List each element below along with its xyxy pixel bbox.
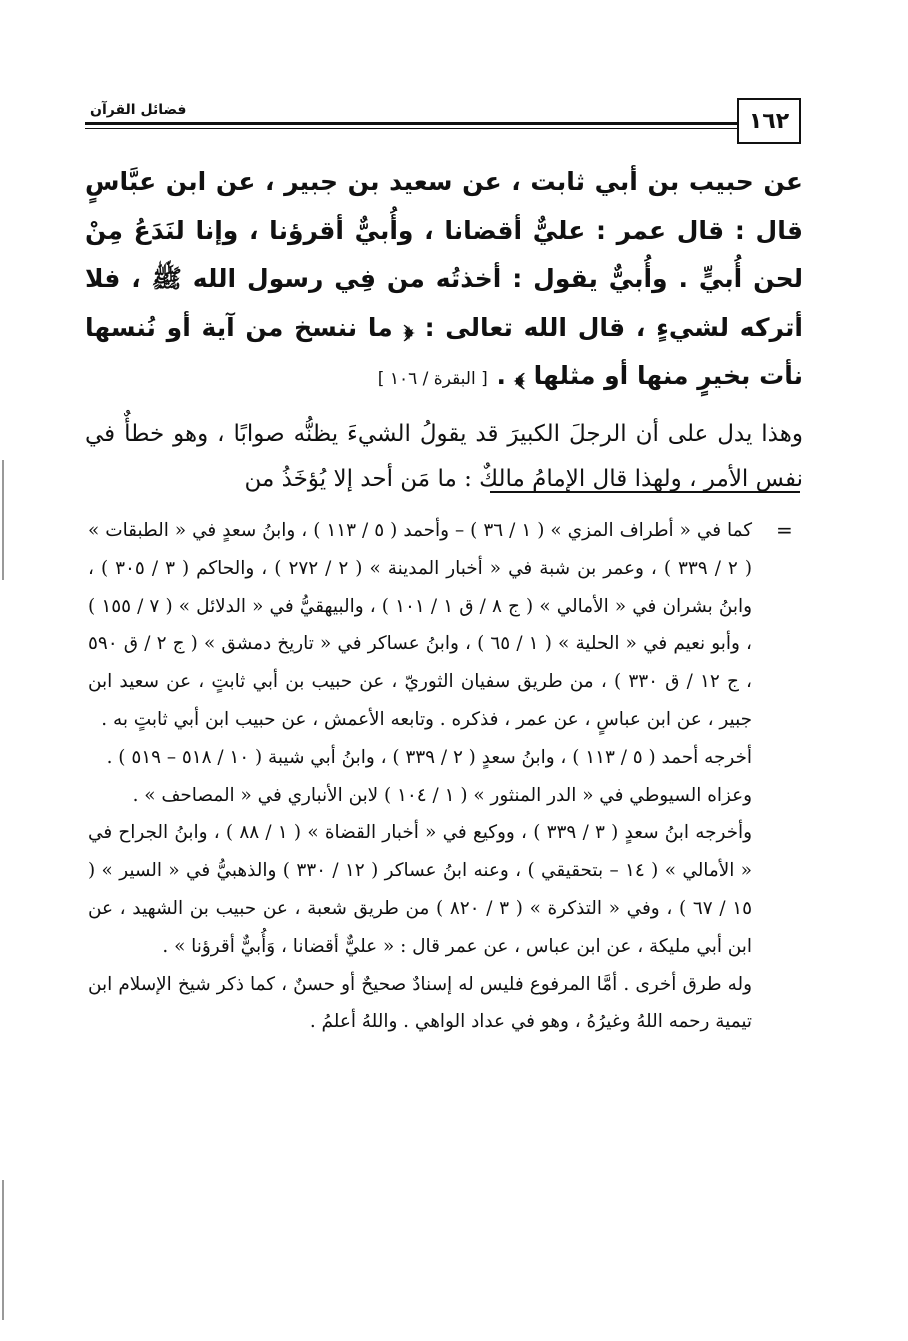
- footnote-paragraph: أخرجه أحمد ( ٥ / ١١٣ ) ، وابنُ سعدٍ ( ٢ / ٣٣٩ ) ، وابنُ أبي شيبة ( ١٠ / ٥١٨ – ٥١٩ ) .: [106, 746, 752, 768]
- hadith-text: عن حبيب بن أبي ثابت ، عن سعيد بن جبير ، عن ابن عبَّاسٍ قال : قال عمر : عليٌّ أقضانا ، وأُبيٌّ أقرؤنا ، وإنا لنَدَعُ مِنْ لحن أُبيٍّ . وأُبيٌّ يقول : أخذتُه من فِي رسول الله ﷺ ، فلا أتركه لشيءٍ ، قال الله تعالى : ﴿ ما ننسخ من آية أو نُنسها نأت بخيرٍ منها أو مثلها ﴾ .: [85, 167, 803, 390]
- header-rule-thick: [85, 122, 737, 125]
- footnote-paragraph: وعزاه السيوطي في « الدر المنثور » ( ١ / ١٠٤ ) لابن الأنباري في « المصاحف » .: [132, 784, 752, 806]
- footnote-paragraph: وأخرجه ابنُ سعدٍ ( ٣ / ٣٣٩ ) ، ووكيع في « أخبار القضاة » ( ١ / ٨٨ ) ، وابنُ الجراح في « الأمالي » ( ١٤ – بتحقيقي ) ، وعنه ابنُ عساكر ( ١٢ / ٣٣٠ ) والذهبيُّ في « السير » ( ١٥ / ٦٧ ) ، وفي « التذكرة » ( ٣ / ٨٢٠ ) من طريق شعبة ، عن حبيب بن الشهيد ، عن ابن أبي مليكة ، عن ابن عباس ، عن عمر قال : « عليٌّ أقضانا ، وَأُبيٌّ أقرؤنا » .: [88, 822, 752, 957]
- commentary-paragraph: وهذا يدل على أن الرجلَ الكبيرَ قد يقولُ الشيءَ يظنُّه صوابًا ، وهو خطأٌ في نفس الأمر ، ولهذا قال الإمامُ مالكٌ : ما مَن أحد إلا يُؤخَذُ من: [85, 420, 803, 492]
- header-rule-thin: [85, 128, 737, 129]
- hadith-paragraph: [85, 158, 803, 404]
- scan-edge-line: [2, 460, 4, 580]
- footnote-paragraph: وله طرق أخرى . أمَّا المرفوع فليس له إسنادٌ صحيحٌ أو حسنٌ ، كما ذكر شيخ الإسلام ابن تيمية رحمه اللهُ وغيرُهُ ، وهو في عداد الواهي . واللهُ أعلمُ .: [88, 973, 752, 1033]
- quran-reference: [ البقرة / ١٠٦ ]: [377, 369, 488, 389]
- scan-edge-line: [2, 1180, 4, 1320]
- footnotes: [88, 512, 752, 1041]
- page-number: ١٦٢: [737, 98, 801, 144]
- main-text: [85, 158, 803, 502]
- footnote-paragraph: كما في « أطراف المزي » ( ١ / ٣٦ ) – وأحمد ( ٥ / ١١٣ ) ، وابنُ سعدٍ في « الطبقات » ( ٢ / ٣٣٩ ) ، وعمر بن شبة في « أخبار المدينة » ( ٢ / ٢٧٢ ) ، والحاكم ( ٣ / ٣٠٥ ) ، وابنُ بشران في « الأمالي » ( ج ٨ / ق ١ / ١٠١ ) ، والبيهقيُّ في « الدلائل » ( ٧ / ١٥٥ ) ، وأبو نعيم في « الحلية » ( ١ / ٦٥ ) ، وابنُ عساكر في « تاريخ دمشق » ( ج ٢ / ق ٥٩٠ ، ج ١٢ / ق ٣٣٠ ) ، من طريق سفيان الثوريّ ، عن حبيب بن أبي ثابتٍ ، عن سعيد ابن جبير ، عن ابن عباسٍ ، عن عمر ، فذكره . وتابعه الأعمش ، عن حبيب ابن أبي ثابتٍ به .: [88, 520, 753, 730]
- running-header-title: فضائل القرآن: [90, 102, 187, 118]
- footnote-continuation-marker: =: [776, 518, 793, 542]
- footnote-separator: [490, 491, 800, 493]
